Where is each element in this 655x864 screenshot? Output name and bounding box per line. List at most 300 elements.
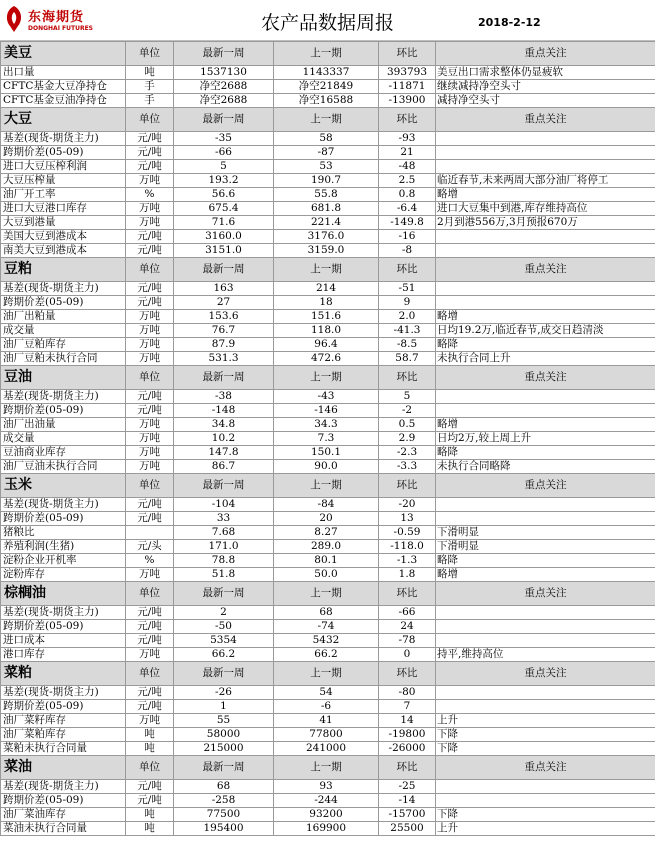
focus-header: 重点关注 [436, 42, 655, 66]
latest-week-cell: 51.8 [174, 568, 274, 582]
table-row [1, 620, 655, 634]
latest-week-cell: 675.4 [174, 202, 274, 216]
unit-cell: 元/吨 [126, 296, 174, 310]
unit-cell: 手 [126, 80, 174, 94]
row-label: 美国大豆到港成本 [1, 230, 126, 244]
latest-week-cell: 87.9 [174, 338, 274, 352]
change-cell: -25 [379, 780, 436, 794]
focus-note-cell: 上升 [436, 822, 655, 836]
section-header-row [1, 662, 655, 686]
previous-period-cell: -244 [274, 794, 379, 808]
unit-cell: 元/头 [126, 540, 174, 554]
focus-note-cell [436, 390, 655, 404]
unit-cell: 万吨 [126, 714, 174, 728]
focus-note-cell: 下滑明显 [436, 540, 655, 554]
row-label: 出口量 [1, 66, 126, 80]
latest-week-cell: 27 [174, 296, 274, 310]
focus-note-cell [436, 296, 655, 310]
data-table [0, 41, 655, 836]
change-cell: -14 [379, 794, 436, 808]
previous-period-cell: 190.7 [274, 174, 379, 188]
focus-note-cell: 未执行合同上升 [436, 352, 655, 366]
latest-week-cell: 1537130 [174, 66, 274, 80]
section-header-row [1, 366, 655, 390]
focus-note-cell [436, 620, 655, 634]
unit-cell: 万吨 [126, 324, 174, 338]
table-row [1, 324, 655, 338]
unit-cell: 元/吨 [126, 282, 174, 296]
unit-cell: 万吨 [126, 310, 174, 324]
row-label: 油厂豆粕未执行合同 [1, 352, 126, 366]
unit-cell: % [126, 188, 174, 202]
section-name: 豆粕 [1, 258, 126, 282]
section-name: 豆油 [1, 366, 126, 390]
change-cell: -16 [379, 230, 436, 244]
focus-note-cell: 略增 [436, 568, 655, 582]
table-row [1, 244, 655, 258]
unit-cell: 元/吨 [126, 780, 174, 794]
previous-period-cell: 93200 [274, 808, 379, 822]
unit-cell: 元/吨 [126, 634, 174, 648]
row-label: 猪粮比 [1, 526, 126, 540]
change-cell: 0.5 [379, 418, 436, 432]
focus-header: 重点关注 [436, 474, 655, 498]
change-cell: 0 [379, 648, 436, 662]
row-label: 跨期价差(05-09) [1, 620, 126, 634]
focus-note-cell: 2月到港556万,3月预报670万 [436, 216, 655, 230]
row-label: 跨期价差(05-09) [1, 794, 126, 808]
previous-period-cell: 241000 [274, 742, 379, 756]
latest-week-cell: 10.2 [174, 432, 274, 446]
previous-period-cell: 净空21849 [274, 80, 379, 94]
row-label: 油厂开工率 [1, 188, 126, 202]
change-cell: -11871 [379, 80, 436, 94]
change-cell: -13900 [379, 94, 436, 108]
latest-week-cell: -104 [174, 498, 274, 512]
unit-cell: 万吨 [126, 352, 174, 366]
focus-note-cell: 略增 [436, 418, 655, 432]
change-header: 环比 [379, 582, 436, 606]
row-label: 油厂菜籽库存 [1, 714, 126, 728]
unit-cell: 元/吨 [126, 244, 174, 258]
latest-week-cell: -26 [174, 686, 274, 700]
focus-note-cell [436, 512, 655, 526]
table-row [1, 648, 655, 662]
focus-header: 重点关注 [436, 756, 655, 780]
previous-period-cell: 58 [274, 132, 379, 146]
unit-header: 单位 [126, 366, 174, 390]
latest-week-header: 最新一周 [174, 662, 274, 686]
report-header [0, 0, 655, 41]
unit-cell: 吨 [126, 822, 174, 836]
latest-week-cell: 163 [174, 282, 274, 296]
latest-week-header: 最新一周 [174, 756, 274, 780]
previous-period-cell: 53 [274, 160, 379, 174]
latest-week-header: 最新一周 [174, 108, 274, 132]
focus-note-cell: 略增 [436, 310, 655, 324]
latest-week-cell: 55 [174, 714, 274, 728]
latest-week-cell: 58000 [174, 728, 274, 742]
change-header: 环比 [379, 662, 436, 686]
unit-cell: 元/吨 [126, 512, 174, 526]
latest-week-cell: 215000 [174, 742, 274, 756]
focus-header: 重点关注 [436, 258, 655, 282]
row-label: 基差(现货-期货主力) [1, 686, 126, 700]
change-header: 环比 [379, 474, 436, 498]
previous-period-cell: 净空16588 [274, 94, 379, 108]
focus-note-cell: 略降 [436, 554, 655, 568]
unit-cell: 万吨 [126, 446, 174, 460]
change-cell: 13 [379, 512, 436, 526]
unit-header: 单位 [126, 108, 174, 132]
row-label: 菜粕未执行合同量 [1, 742, 126, 756]
change-cell: 2.0 [379, 310, 436, 324]
table-row [1, 526, 655, 540]
focus-note-cell [436, 160, 655, 174]
latest-week-cell: 147.8 [174, 446, 274, 460]
change-cell: -15700 [379, 808, 436, 822]
table-row [1, 554, 655, 568]
table-row [1, 66, 655, 80]
table-row [1, 512, 655, 526]
previous-period-cell: -43 [274, 390, 379, 404]
focus-note-cell: 日均2万,较上周上升 [436, 432, 655, 446]
table-row [1, 714, 655, 728]
latest-week-header: 最新一周 [174, 258, 274, 282]
row-label: 跨期价差(05-09) [1, 404, 126, 418]
row-label: 成交量 [1, 324, 126, 338]
latest-week-cell: -258 [174, 794, 274, 808]
previous-period-cell: -84 [274, 498, 379, 512]
unit-cell: 万吨 [126, 202, 174, 216]
unit-cell [126, 526, 174, 540]
previous-period-cell: -6 [274, 700, 379, 714]
latest-week-cell: -148 [174, 404, 274, 418]
row-label: 进口大豆港口库存 [1, 202, 126, 216]
company-name-cn: 东海期货 [28, 10, 85, 25]
focus-note-cell [436, 244, 655, 258]
previous-period-cell: 77800 [274, 728, 379, 742]
previous-period-cell: 214 [274, 282, 379, 296]
change-cell: 1.8 [379, 568, 436, 582]
focus-note-cell: 略增 [436, 188, 655, 202]
change-cell: 0.8 [379, 188, 436, 202]
change-header: 环比 [379, 42, 436, 66]
latest-week-cell: 153.6 [174, 310, 274, 324]
row-label: CFTC基金大豆净持仓 [1, 80, 126, 94]
section-header-row [1, 42, 655, 66]
unit-cell: 元/吨 [126, 390, 174, 404]
row-label: 港口库存 [1, 648, 126, 662]
table-row [1, 780, 655, 794]
focus-note-cell [436, 498, 655, 512]
previous-period-header: 上一期 [274, 42, 379, 66]
previous-period-cell: 8.27 [274, 526, 379, 540]
previous-period-cell: 18 [274, 296, 379, 310]
previous-period-header: 上一期 [274, 582, 379, 606]
unit-cell: 吨 [126, 808, 174, 822]
section-header-row [1, 108, 655, 132]
focus-note-cell [436, 146, 655, 160]
row-label: 油厂出粕量 [1, 310, 126, 324]
section-name: 菜油 [1, 756, 126, 780]
unit-cell: 万吨 [126, 432, 174, 446]
latest-week-header: 最新一周 [174, 582, 274, 606]
row-label: 基差(现货-期货主力) [1, 606, 126, 620]
previous-period-header: 上一期 [274, 756, 379, 780]
change-cell: -1.3 [379, 554, 436, 568]
latest-week-cell: 86.7 [174, 460, 274, 474]
table-row [1, 432, 655, 446]
previous-period-cell: 96.4 [274, 338, 379, 352]
latest-week-cell: 56.6 [174, 188, 274, 202]
change-cell: -3.3 [379, 460, 436, 474]
table-row [1, 700, 655, 714]
row-label: 跨期价差(05-09) [1, 296, 126, 310]
latest-week-cell: -35 [174, 132, 274, 146]
row-label: 油厂豆粕库存 [1, 338, 126, 352]
previous-period-cell: 151.6 [274, 310, 379, 324]
row-label: 基差(现货-期货主力) [1, 498, 126, 512]
row-label: 油厂菜油库存 [1, 808, 126, 822]
unit-header: 单位 [126, 756, 174, 780]
latest-week-cell: 净空2688 [174, 94, 274, 108]
row-label: 基差(现货-期货主力) [1, 132, 126, 146]
unit-cell: 元/吨 [126, 686, 174, 700]
table-row [1, 446, 655, 460]
unit-cell: 元/吨 [126, 404, 174, 418]
row-label: 大豆到港量 [1, 216, 126, 230]
previous-period-cell: 66.2 [274, 648, 379, 662]
previous-period-cell: 150.1 [274, 446, 379, 460]
focus-note-cell: 下滑明显 [436, 526, 655, 540]
table-row [1, 160, 655, 174]
report-title: 农产品数据周报 [260, 12, 394, 34]
previous-period-cell: 55.8 [274, 188, 379, 202]
change-cell: 58.7 [379, 352, 436, 366]
section-name: 大豆 [1, 108, 126, 132]
table-row [1, 174, 655, 188]
section-header-row [1, 474, 655, 498]
latest-week-cell: 77500 [174, 808, 274, 822]
change-cell: -93 [379, 132, 436, 146]
unit-cell: 手 [126, 94, 174, 108]
unit-cell: 万吨 [126, 418, 174, 432]
latest-week-cell: 531.3 [174, 352, 274, 366]
focus-note-cell [436, 132, 655, 146]
change-cell: 2.9 [379, 432, 436, 446]
unit-cell: 元/吨 [126, 230, 174, 244]
latest-week-header: 最新一周 [174, 42, 274, 66]
focus-note-cell [436, 606, 655, 620]
unit-cell: 元/吨 [126, 794, 174, 808]
latest-week-cell: 68 [174, 780, 274, 794]
table-row [1, 418, 655, 432]
table-row [1, 404, 655, 418]
focus-note-cell [436, 404, 655, 418]
row-label: 油厂菜粕库存 [1, 728, 126, 742]
section-name: 棕榈油 [1, 582, 126, 606]
change-cell: -118.0 [379, 540, 436, 554]
latest-week-cell: 7.68 [174, 526, 274, 540]
section-name: 玉米 [1, 474, 126, 498]
previous-period-header: 上一期 [274, 108, 379, 132]
unit-cell: 元/吨 [126, 498, 174, 512]
focus-note-cell [436, 230, 655, 244]
change-cell: -20 [379, 498, 436, 512]
unit-cell: 元/吨 [126, 132, 174, 146]
table-row [1, 794, 655, 808]
unit-cell: 元/吨 [126, 146, 174, 160]
change-cell: -19800 [379, 728, 436, 742]
row-label: 进口大豆压榨利润 [1, 160, 126, 174]
focus-note-cell: 未执行合同略降 [436, 460, 655, 474]
table-row [1, 686, 655, 700]
change-cell: -48 [379, 160, 436, 174]
focus-header: 重点关注 [436, 108, 655, 132]
previous-period-cell: 93 [274, 780, 379, 794]
latest-week-cell: 171.0 [174, 540, 274, 554]
unit-cell: 万吨 [126, 648, 174, 662]
change-header: 环比 [379, 366, 436, 390]
previous-period-cell: 118.0 [274, 324, 379, 338]
row-label: 养殖利润(生猪) [1, 540, 126, 554]
table-row [1, 634, 655, 648]
table-row [1, 606, 655, 620]
change-cell: 2.5 [379, 174, 436, 188]
change-header: 环比 [379, 258, 436, 282]
change-cell: -51 [379, 282, 436, 296]
latest-week-cell: 5354 [174, 634, 274, 648]
focus-note-cell [436, 780, 655, 794]
change-cell: 21 [379, 146, 436, 160]
table-row [1, 822, 655, 836]
section-header-row [1, 756, 655, 780]
table-row [1, 132, 655, 146]
latest-week-header: 最新一周 [174, 474, 274, 498]
latest-week-cell: 76.7 [174, 324, 274, 338]
table-row [1, 94, 655, 108]
unit-header: 单位 [126, 42, 174, 66]
company-name-en: DONGHAI FUTURES [28, 25, 93, 32]
unit-cell: 吨 [126, 66, 174, 80]
row-label: 豆油商业库存 [1, 446, 126, 460]
previous-period-cell: 221.4 [274, 216, 379, 230]
latest-week-cell: 3151.0 [174, 244, 274, 258]
unit-header: 单位 [126, 258, 174, 282]
previous-period-cell: 3176.0 [274, 230, 379, 244]
change-cell: 5 [379, 390, 436, 404]
unit-header: 单位 [126, 474, 174, 498]
unit-cell: 万吨 [126, 338, 174, 352]
focus-header: 重点关注 [436, 662, 655, 686]
table-row [1, 728, 655, 742]
latest-week-cell: 净空2688 [174, 80, 274, 94]
previous-period-header: 上一期 [274, 474, 379, 498]
table-row [1, 390, 655, 404]
row-label: CFTC基金豆油净持仓 [1, 94, 126, 108]
previous-period-cell: -74 [274, 620, 379, 634]
focus-header: 重点关注 [436, 366, 655, 390]
change-header: 环比 [379, 108, 436, 132]
previous-period-cell: 54 [274, 686, 379, 700]
unit-cell: 万吨 [126, 174, 174, 188]
previous-period-cell: 7.3 [274, 432, 379, 446]
table-row [1, 338, 655, 352]
change-cell: -8 [379, 244, 436, 258]
change-cell: -66 [379, 606, 436, 620]
previous-period-cell: -146 [274, 404, 379, 418]
change-cell: 25500 [379, 822, 436, 836]
report-date: 2018-2-12 [478, 16, 541, 29]
focus-note-cell: 上升 [436, 714, 655, 728]
previous-period-cell: 34.3 [274, 418, 379, 432]
row-label: 进口成本 [1, 634, 126, 648]
unit-cell: 万吨 [126, 568, 174, 582]
change-header: 环比 [379, 756, 436, 780]
previous-period-cell: -87 [274, 146, 379, 160]
row-label: 菜油未执行合同量 [1, 822, 126, 836]
focus-note-cell: 减持净空头寸 [436, 94, 655, 108]
previous-period-cell: 289.0 [274, 540, 379, 554]
section-name: 菜粕 [1, 662, 126, 686]
previous-period-cell: 681.8 [274, 202, 379, 216]
row-label: 成交量 [1, 432, 126, 446]
table-row [1, 230, 655, 244]
focus-note-cell [436, 634, 655, 648]
row-label: 淀粉库存 [1, 568, 126, 582]
section-header-row [1, 258, 655, 282]
previous-period-header: 上一期 [274, 258, 379, 282]
previous-period-cell: 41 [274, 714, 379, 728]
table-row [1, 808, 655, 822]
focus-note-cell [436, 686, 655, 700]
unit-cell: 万吨 [126, 460, 174, 474]
latest-week-header: 最新一周 [174, 366, 274, 390]
table-row [1, 568, 655, 582]
table-row [1, 742, 655, 756]
previous-period-cell: 1143337 [274, 66, 379, 80]
previous-period-cell: 5432 [274, 634, 379, 648]
change-cell: 7 [379, 700, 436, 714]
previous-period-cell: 68 [274, 606, 379, 620]
latest-week-cell: 5 [174, 160, 274, 174]
table-row [1, 352, 655, 366]
previous-period-header: 上一期 [274, 662, 379, 686]
unit-cell: 吨 [126, 728, 174, 742]
row-label: 淀粉企业开机率 [1, 554, 126, 568]
row-label: 跨期价差(05-09) [1, 700, 126, 714]
table-row [1, 460, 655, 474]
focus-header: 重点关注 [436, 582, 655, 606]
unit-cell: % [126, 554, 174, 568]
unit-header: 单位 [126, 582, 174, 606]
table-row [1, 296, 655, 310]
focus-note-cell [436, 794, 655, 808]
table-row [1, 188, 655, 202]
focus-note-cell: 日均19.2万,临近春节,成交日趋清淡 [436, 324, 655, 338]
previous-period-cell: 50.0 [274, 568, 379, 582]
unit-header: 单位 [126, 662, 174, 686]
row-label: 南美大豆到港成本 [1, 244, 126, 258]
latest-week-cell: 2 [174, 606, 274, 620]
previous-period-header: 上一期 [274, 366, 379, 390]
latest-week-cell: 1 [174, 700, 274, 714]
latest-week-cell: -38 [174, 390, 274, 404]
change-cell: 14 [379, 714, 436, 728]
unit-cell: 元/吨 [126, 606, 174, 620]
previous-period-cell: 90.0 [274, 460, 379, 474]
